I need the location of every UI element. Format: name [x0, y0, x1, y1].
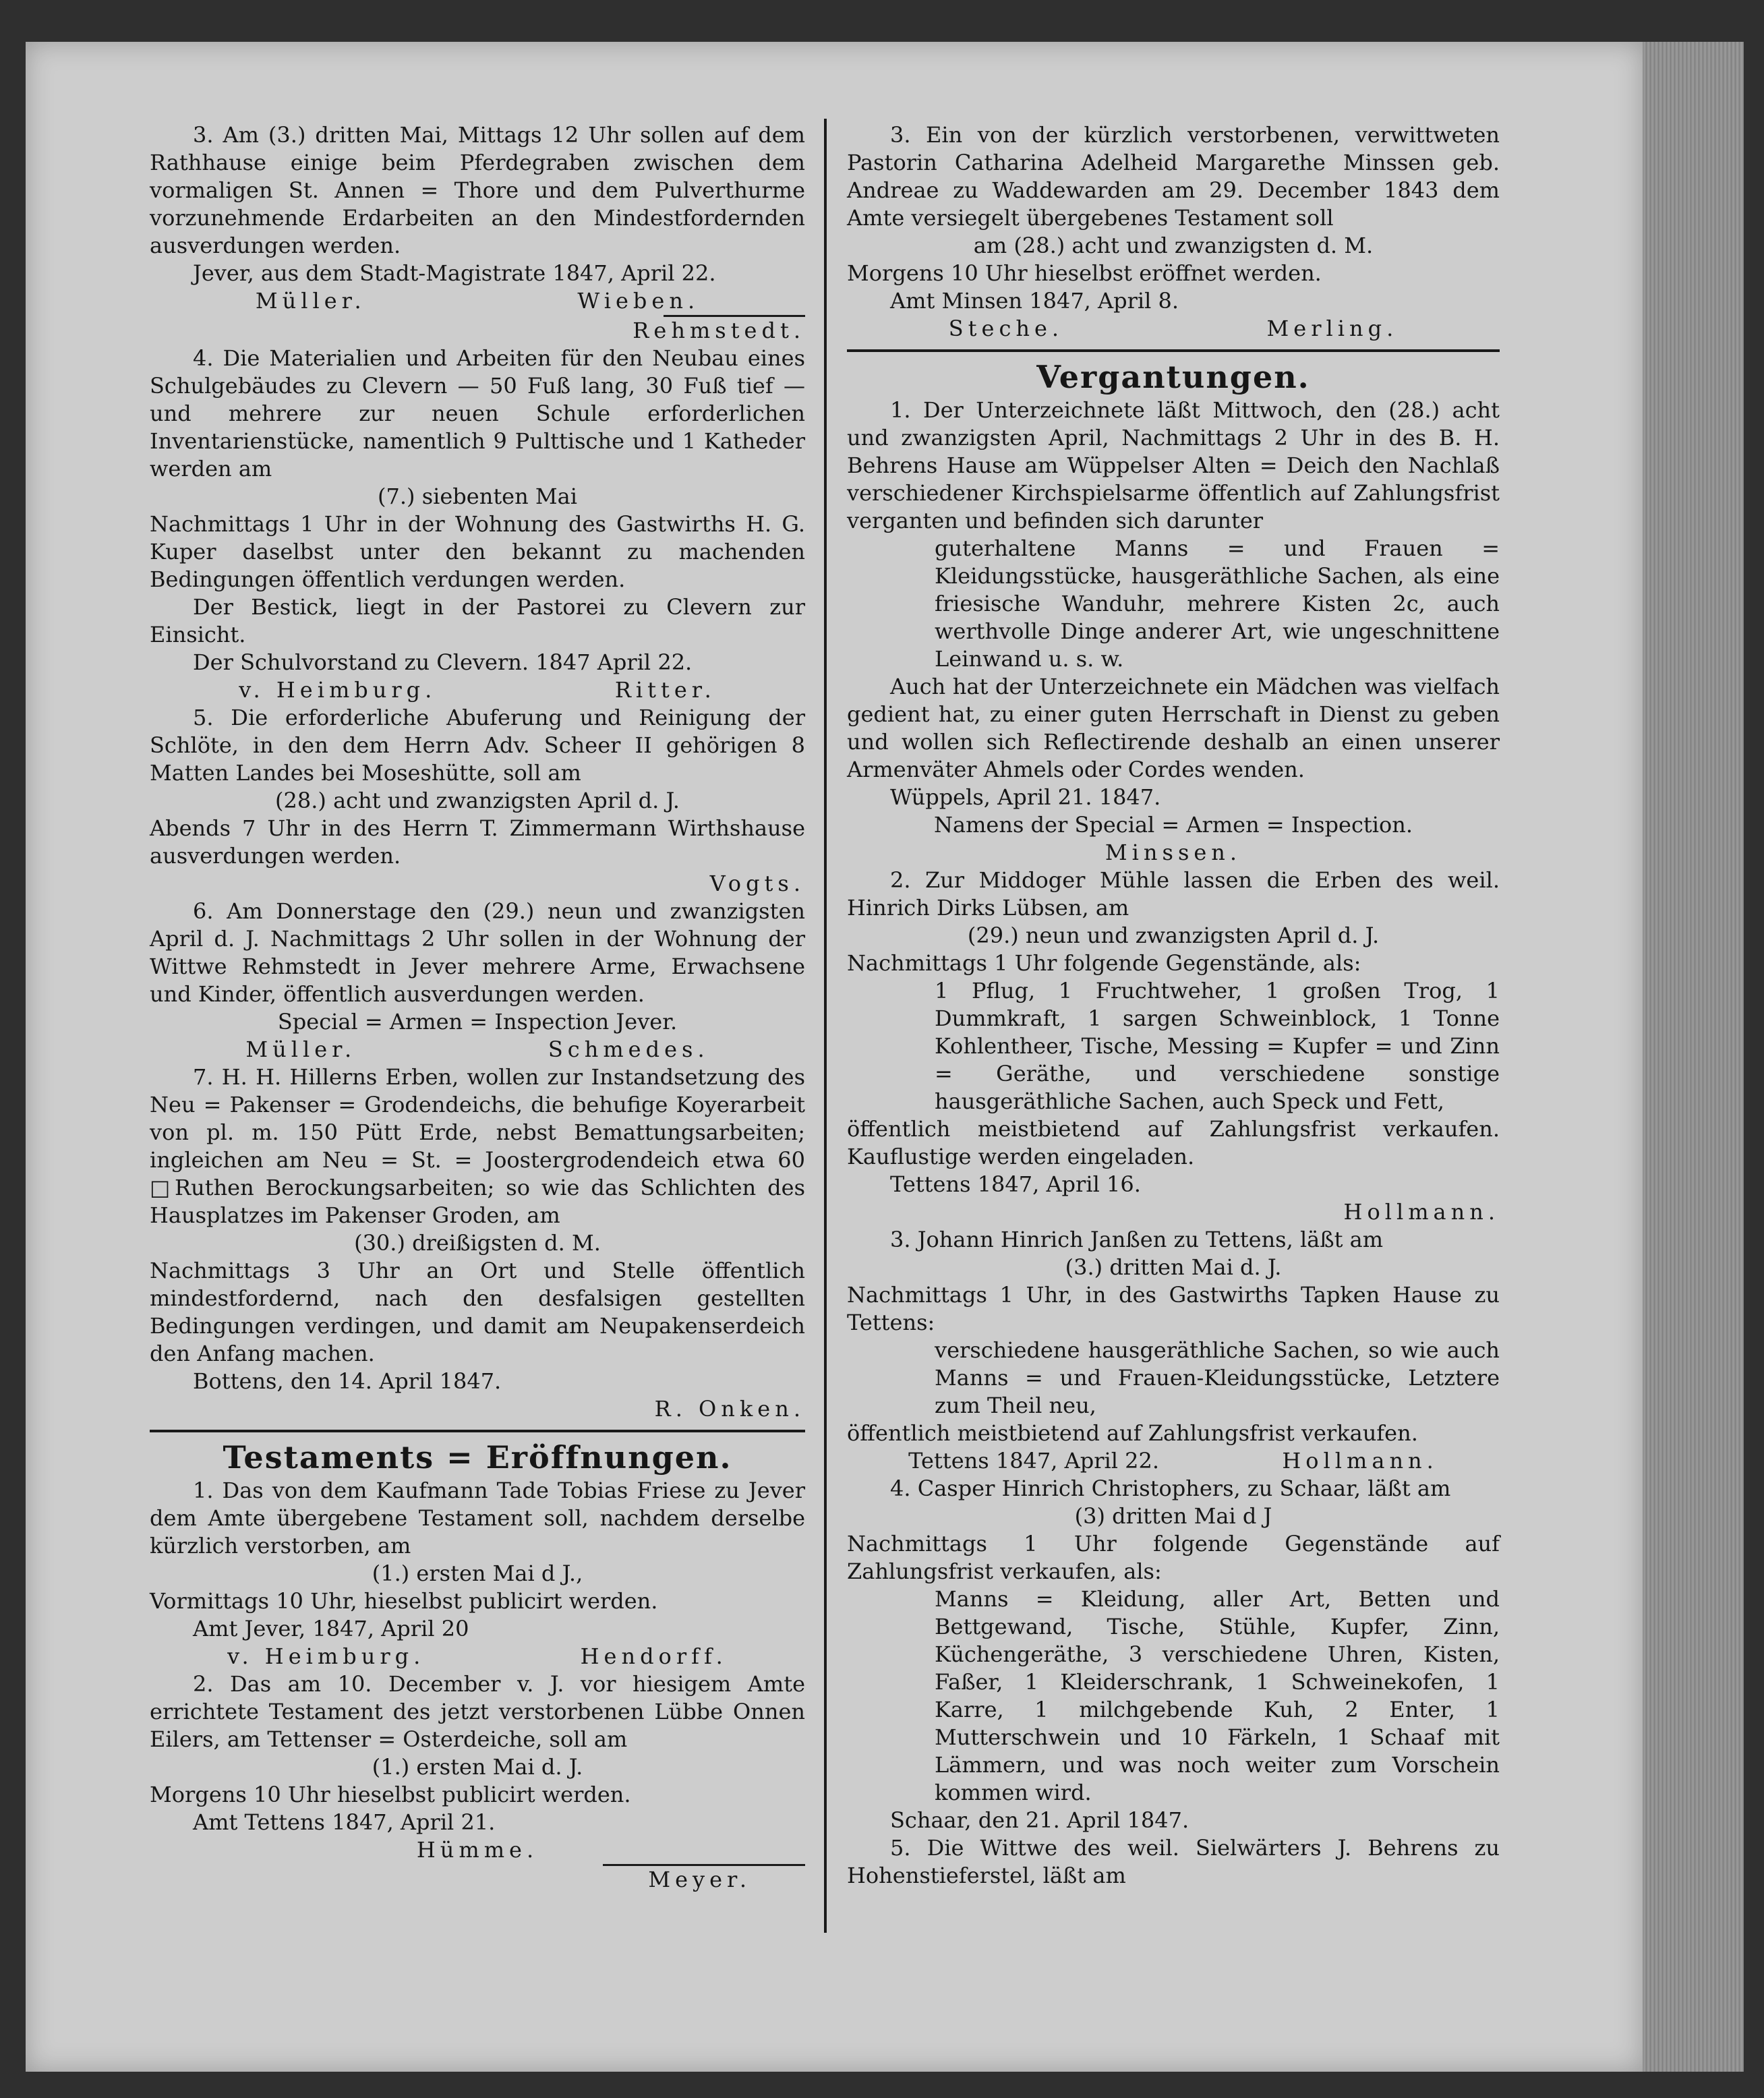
right-column: [847, 121, 1500, 1890]
auction-1-extra: Auch hat der Unterzeichnete ein Mädchen was vielfach gedient hat, zu einer guten Herrschaft in Dienst zu geben und wollen sich Reflectirende deshalb an einen unserer Armenväter Ahmels oder Cordes wenden.: [847, 674, 1500, 782]
signature: Müller.: [255, 288, 366, 314]
book-page-edges: [1643, 42, 1744, 2072]
testament-1-signatures: [150, 1643, 805, 1670]
signature: v. Heimburg.: [227, 1643, 425, 1669]
signature: Müller.: [245, 1037, 357, 1062]
testament-3-date: am (28.) acht und zwanzigsten d. M.: [973, 233, 1374, 258]
testament-2-date: (1.) ersten Mai d. J.: [372, 1754, 583, 1780]
notice-6-text: 6. Am Donnerstage den (29.) neun und zwanzigsten April d. J. Nachmittags 2 Uhr sollen in der Wohnung der Wittwe Rehmstedt in Jever mehrere Arme, Erwachsene und Kinder, öffentlich ausverdungen werden.: [150, 898, 805, 1007]
notice-4-text-cont: Nachmittags 1 Uhr in der Wohnung des Gastwirths H. G. Kuper daselbst unter den bekannt zu machenden Bedingungen öffentlich verdungen werden.: [150, 511, 805, 592]
left-column: [150, 121, 805, 1894]
testament-1-text: 1. Das von dem Kaufmann Tade Tobias Friese zu Jever dem Amte übergebene Testament soll, nachdem derselbe kürzlich verstorben, am: [150, 1478, 805, 1558]
auction-1-inspection: Namens der Special = Armen = Inspection.: [933, 812, 1413, 838]
signature: Vogts.: [709, 871, 805, 896]
auction-5-text: 5. Die Wittwe des weil. Sielwärters J. Behrens zu Hohenstieferstel, läßt am: [847, 1835, 1500, 1888]
testament-1-date: (1.) ersten Mai d J.,: [372, 1561, 583, 1586]
column-divider: [824, 119, 827, 1933]
notice-5-text-cont: Abends 7 Uhr in des Herrn T. Zimmermann Wirthshause ausverdungen werden.: [150, 815, 805, 869]
signature: Merling.: [1266, 316, 1399, 341]
signature: Hendorff.: [580, 1643, 728, 1669]
testament-3-place: Amt Minsen 1847, April 8.: [890, 288, 1179, 314]
auction-3-place: Tettens 1847, April 22.: [908, 1448, 1160, 1474]
notice-4-text: 4. Die Materialien und Arbeiten für den Neubau eines Schulgebäudes zu Clevern — 50 Fuß lang, 30 Fuß tief — und mehrere zur neuen Schule erforderlichen Inventarienstücke, namentlich 9 Pulttische und 1 Katheder werden am: [150, 345, 805, 482]
auction-2-place: Tettens 1847, April 16.: [890, 1171, 1141, 1197]
notice-4-place: Der Schulvorstand zu Clevern. 1847 April 22.: [193, 649, 693, 675]
testament-2-text: 2. Das am 10. December v. J. vor hiesigem Amte errichtete Testament des jetzt verstorbenen Lübbe Onnen Eilers, am Tettenser = Osterdeiche, soll am: [150, 1671, 805, 1752]
auction-3-time: Nachmittags 1 Uhr, in des Gastwirths Tapken Hause zu Tettens:: [847, 1282, 1500, 1335]
auction-2-date: (29.) neun und zwanzigsten April d. J.: [967, 923, 1380, 948]
notice-4-date: (7.) siebenten Mai: [378, 484, 577, 509]
signature: Ritter.: [614, 677, 716, 703]
testament-1-time: Vormittags 10 Uhr, hieselbst publicirt werden.: [150, 1588, 658, 1614]
signature: Hollmann.: [1343, 1199, 1500, 1225]
notice-3-text: 3. Am (3.) dritten Mai, Mittags 12 Uhr sollen auf dem Rathhause einige beim Pferdegraben zwischen dem vormaligen St. Annen = Thore und dem Pulverthurme vorzunehmende Erdarbeiten an den Mindestfordernden ausverdungen werden.: [150, 122, 805, 258]
testament-1-place: Amt Jever, 1847, April 20: [193, 1616, 469, 1641]
auction-4-place: Schaar, den 21. April 1847.: [890, 1807, 1189, 1833]
testament-3-signatures: [847, 315, 1500, 343]
signature: Hümme.: [416, 1837, 539, 1863]
auction-1-items: guterhaltene Manns = und Frauen = Kleidungsstücke, hausgeräthliche Sachen, als eine friesische Wanduhr, mehrere Kisten 2c, auch werthvolle Dinge anderer Art, wie ungeschnittene Leinwand u. s. w.: [935, 535, 1500, 672]
signature: Schmedes.: [548, 1037, 709, 1062]
auction-2-items: 1 Pflug, 1 Fruchtweher, 1 großen Trog, 1 Dummkraft, 1 sargen Schweinblock, 1 Tonne Kohlentheer, Tische, Messing = Kupfer = und Zinn = Geräthe, und verschiedene sonstige hausgeräthliche Sachen, auch Speck und Fett,: [935, 978, 1500, 1114]
testament-2-place: Amt Tettens 1847, April 21.: [193, 1809, 496, 1835]
signature: v. Heimburg.: [239, 677, 437, 703]
auction-3-sale: öffentlich meistbietend auf Zahlungsfrist verkaufen.: [847, 1420, 1418, 1446]
auction-2-time: Nachmittags 1 Uhr folgende Gegenstände, als:: [847, 950, 1361, 976]
auction-2-sale: öffentlich meistbietend auf Zahlungsfrist verkaufen. Kauflustige werden eingeladen.: [847, 1116, 1500, 1169]
signature: Steche.: [948, 316, 1064, 341]
notice-3-signatures: [150, 287, 805, 315]
notice-4-inspection: Der Bestick, liegt in der Pastorei zu Clevern zur Einsicht.: [150, 594, 805, 647]
testament-3-text: 3. Ein von der kürzlich verstorbenen, verwittweten Pastorin Catharina Adelheid Margarethe Minssen geb. Andreae zu Waddewarden am 29. December 1843 dem Amte versiegelt übergebenes Testament soll: [847, 122, 1500, 231]
notice-3-place: Jever, aus dem Stadt-Magistrate 1847, April 22.: [193, 260, 716, 286]
testament-2-time: Morgens 10 Uhr hieselbst publicirt werden.: [150, 1782, 631, 1807]
signature: Wieben.: [577, 288, 700, 314]
auction-3-text: 3. Johann Hinrich Janßen zu Tettens, läßt am: [890, 1227, 1384, 1252]
signature: Hollmann.: [1282, 1448, 1438, 1474]
auction-4-time: Nachmittags 1 Uhr folgende Gegenstände auf Zahlungsfrist verkaufen, als:: [847, 1531, 1500, 1584]
signature: Minssen.: [1105, 840, 1242, 865]
notice-6-inspection: Special = Armen = Inspection Jever.: [277, 1009, 678, 1035]
auction-1-text: 1. Der Unterzeichnete läßt Mittwoch, den (28.) acht und zwanzigsten April, Nachmittags 2 Uhr in des B. H. Behrens Hause am Wüppelser Alten = Deich den Nachlaß verschiedener Kirchspielsarme öffentlich auf Zahlungsfrist verganten und befinden sich darunter: [847, 397, 1500, 533]
section-rule: [150, 1430, 805, 1432]
auction-3-date: (3.) dritten Mai d. J.: [1065, 1254, 1282, 1280]
notice-7-text-cont: Nachmittags 3 Uhr an Ort und Stelle öffentlich mindestfordernd, nach den desfalsigen gestellten Bedingungen verdingen, und damit am Neupakenserdeich den Anfang machen.: [150, 1258, 805, 1366]
auction-1-place: Wüppels, April 21. 1847.: [890, 784, 1161, 810]
auction-4-text: 4. Casper Hinrich Christophers, zu Schaar, läßt am: [890, 1476, 1451, 1501]
signature: Meyer.: [648, 1867, 751, 1892]
signature: Rehmstedt.: [633, 318, 805, 343]
notice-6-signatures: [150, 1036, 805, 1063]
notice-7-date: (30.) dreißigsten d. M.: [354, 1230, 601, 1256]
notice-5-date: (28.) acht und zwanzigsten April d. J.: [275, 788, 680, 813]
notice-5-text: 5. Die erforderliche Abuferung und Reinigung der Schlöte, in den dem Herrn Adv. Scheer II gehörigen 8 Matten Landes bei Moseshütte, soll am: [150, 705, 805, 786]
testament-3-time: Morgens 10 Uhr hieselbst eröffnet werden.: [847, 260, 1322, 286]
auction-3-items: verschiedene hausgeräthliche Sachen, so wie auch Manns = und Frauen-Kleidungsstücke, Letztere zum Theil neu,: [935, 1337, 1500, 1418]
auction-4-items: Manns = Kleidung, aller Art, Betten und Bettgewand, Tische, Stühle, Kupfer, Zinn, Küchengeräthe, 3 verschiedene Uhren, Kisten, Faßer, 1 Kleiderschrank, 1 Schweinekofen, 1 Karre, 1 milchgebende Kuh, 2 Enter, 1 Mutterschwein und 10 Färkeln, 1 Schaaf mit Lämmern, und was noch weiter zum Vorschein kommen wird.: [935, 1586, 1500, 1805]
notice-7-place: Bottens, den 14. April 1847.: [193, 1368, 502, 1394]
auction-2-text: 2. Zur Middoger Mühle lassen die Erben des weil. Hinrich Dirks Lübsen, am: [847, 867, 1500, 921]
auction-4-date: (3) dritten Mai d J: [1074, 1503, 1272, 1529]
section-heading-verganturgen: Vergantungen.: [1036, 359, 1310, 395]
section-heading-testamente: Testaments = Eröffnungen.: [223, 1439, 732, 1476]
notice-7-text: 7. H. H. Hillerns Erben, wollen zur Instandsetzung des Neu = Pakenser = Grodendeichs, die behufige Koyerarbeit von pl. m. 150 Pütt Erde, nebst Bemattungsarbeiten; ingleichen am Neu = St. = Joostergrodendeich etwa 60 □Ruthen Berockungsarbeiten; so wie das Schlichten des Hausplatzes im Pakenser Groden, am: [150, 1064, 805, 1228]
section-rule: [847, 349, 1500, 352]
auction-3-place-line: [847, 1447, 1500, 1475]
signature: R. Onken.: [654, 1396, 805, 1422]
notice-4-signatures: [150, 676, 805, 704]
